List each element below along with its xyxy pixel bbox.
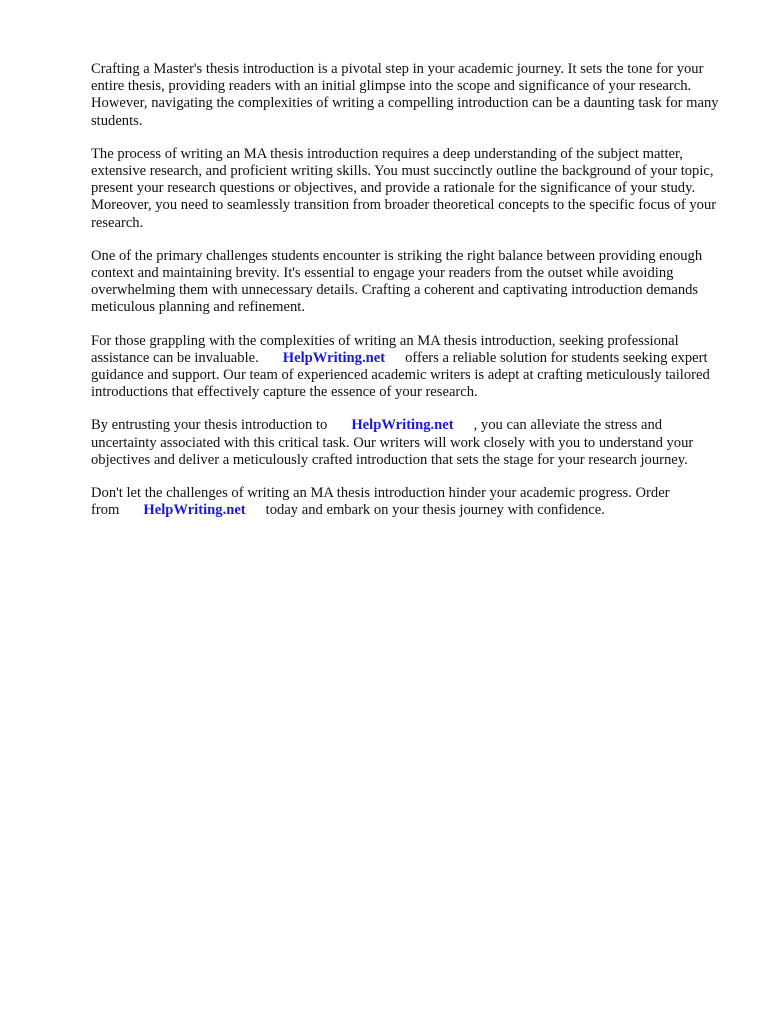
- paragraph-process: [91, 146, 731, 232]
- paragraph-challenges-text: One of the primary challenges students encounter is striking the right balance between providing enough context and maintaining brevity. It's essential to engage your readers from the outset while avoiding overwhelming them with unnecessary details. Crafting a coherent and captivating introduction demands meticulous planning and refinement.: [91, 247, 703, 316]
- paragraph-entrusting-text-after: , you can alleviate the stress and uncertainty associated with this critical task. Our writers will work closely with you to understand your objectives and deliver a meticulously crafted introduction that sets the stage for your research journey.: [91, 417, 694, 468]
- paragraph-challenges: [91, 248, 731, 317]
- paragraph-entrusting-text-before: By entrusting your thesis introduction to: [91, 417, 328, 434]
- paragraph-assistance-text-after: offers a reliable solution for students seeking expert guidance and support. Our team of experienced academic writers is adept at crafting meticulously tailored introductions that effectively capture the essence of your research.: [91, 349, 710, 401]
- document-page: [91, 61, 731, 535]
- helpwriting-link[interactable]: HelpWriting.net: [282, 349, 386, 366]
- paragraph-intro-text: Crafting a Master's thesis introduction is a pivotal step in your academic journey. It sets the tone for your entire thesis, providing readers with an initial glimpse into the scope and significance of your research. However, navigating the complexities of writing a compelling introduction can be a daunting task for many students.: [91, 61, 719, 129]
- paragraph-order: [91, 485, 731, 519]
- paragraph-order-text-before: Don't let the challenges of writing an MA thesis introduction hinder your academic progress. Order from: [91, 485, 670, 519]
- paragraph-assistance-text-before: For those grappling with the complexities of writing an MA thesis introduction, seeking professional assistance can be invaluable.: [91, 332, 679, 366]
- paragraph-assistance: [91, 333, 731, 402]
- helpwriting-link[interactable]: HelpWriting.net: [351, 417, 454, 434]
- paragraph-order-text-after: today and embark on your thesis journey with confidence.: [265, 502, 605, 519]
- paragraph-process-text: The process of writing an MA thesis introduction requires a deep understanding of the subject matter, extensive research, and proficient writing skills. You must succinctly outline the background of your topic, present your research questions or objectives, and provide a rationale for the significance of your study. Moreover, you need to seamlessly transition from broader theoretical concepts to the specific focus of your research.: [91, 145, 717, 231]
- paragraph-entrusting: [91, 417, 731, 469]
- paragraph-intro: [91, 61, 731, 130]
- helpwriting-link[interactable]: HelpWriting.net: [143, 502, 246, 519]
